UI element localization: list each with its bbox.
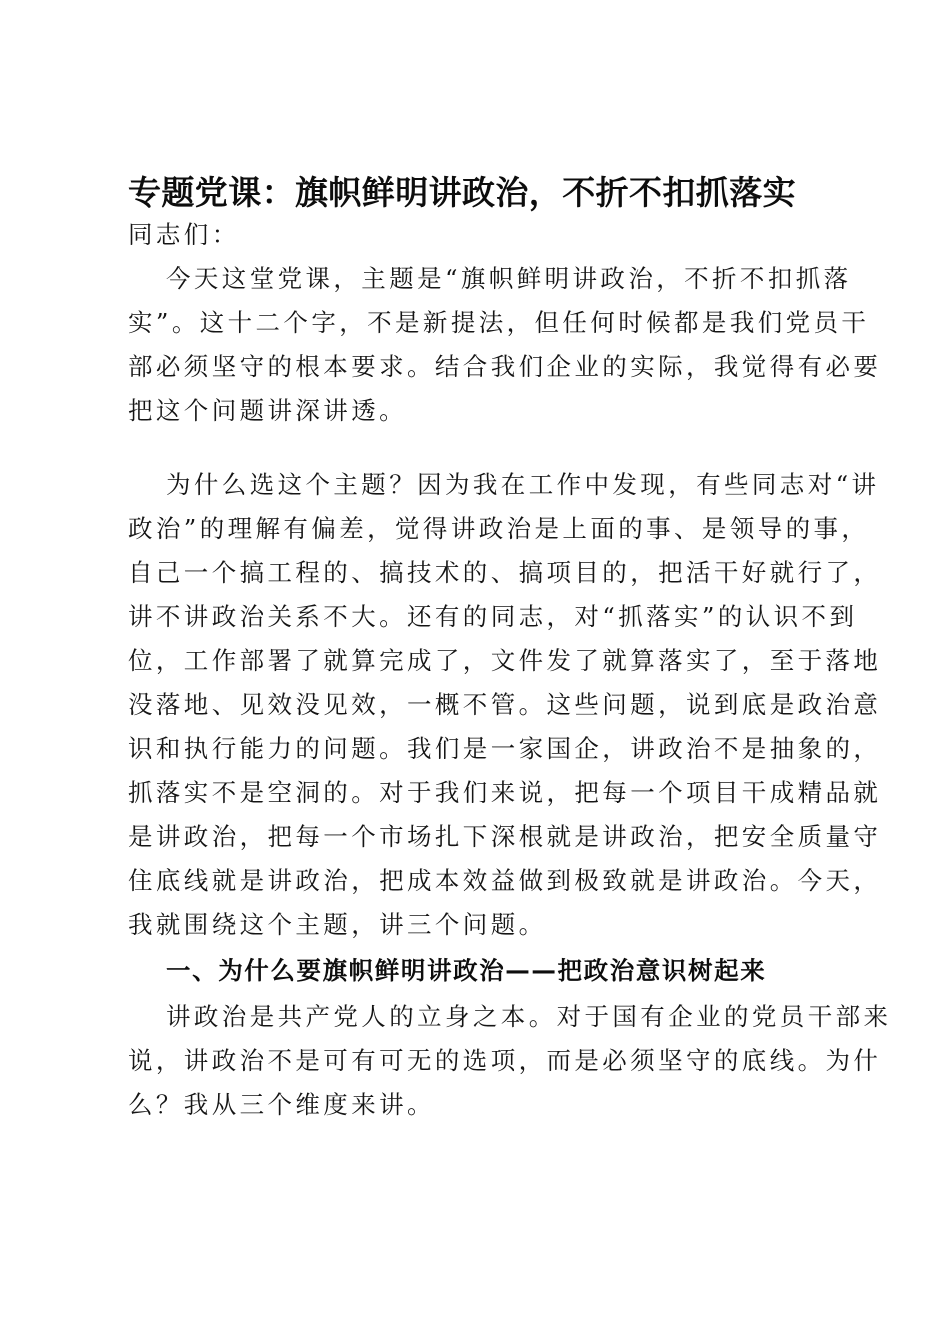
paragraph-line: 今天这堂党课，主题是“旗帜鲜明讲政治，不折不扣抓落 [166,264,852,293]
paragraph-line: 是讲政治，把每一个市场扎下深根就是讲政治，把安全质量守 [128,822,882,851]
paragraph-line: 没落地、见效没见效，一概不管。这些问题，说到底是政治意 [128,690,882,719]
section-heading-1: 一、为什么要旗帜鲜明讲政治——把政治意识树起来 [166,956,767,985]
salutation: 同志们： [128,220,240,249]
paragraph-line: 为什么选这个主题？因为我在工作中发现，有些同志对“讲 [166,470,880,499]
paragraph-line: 识和执行能力的问题。我们是一家国企，讲政治不是抽象的， [128,734,882,763]
paragraph-line: 自己一个搞工程的、搞技术的、搞项目的，把活干好就行了， [128,558,882,587]
paragraph-line: 政治”的理解有偏差，觉得讲政治是上面的事、是领导的事， [128,514,870,543]
paragraph-line: 部必须坚守的根本要求。结合我们企业的实际，我觉得有必要 [128,352,882,381]
paragraph-line: 讲政治是共产党人的立身之本。对于国有企业的党员干部来 [166,1002,892,1031]
paragraph-line: 抓落实不是空洞的。对于我们来说，把每一个项目干成精品就 [128,778,882,807]
paragraph-line: 么？我从三个维度来讲。 [128,1090,435,1119]
paragraph-line: 我就围绕这个主题，讲三个问题。 [128,910,547,939]
paragraph-line: 讲不讲政治关系不大。还有的同志，对“抓落实”的认识不到 [128,602,858,631]
paragraph-line: 住底线就是讲政治，把成本效益做到极致就是讲政治。今天， [128,866,882,895]
document-title: 专题党课：旗帜鲜明讲政治，不折不扣抓落实 [128,173,796,212]
paragraph-line: 实”。这十二个字，不是新提法，但任何时候都是我们党员干 [128,308,870,337]
paragraph-line: 位，工作部署了就算完成了，文件发了就算落实了，至于落地 [128,646,882,675]
paragraph-line: 说，讲政治不是可有可无的选项，而是必须坚守的底线。为什 [128,1046,882,1075]
paragraph-line: 把这个问题讲深讲透。 [128,396,407,425]
